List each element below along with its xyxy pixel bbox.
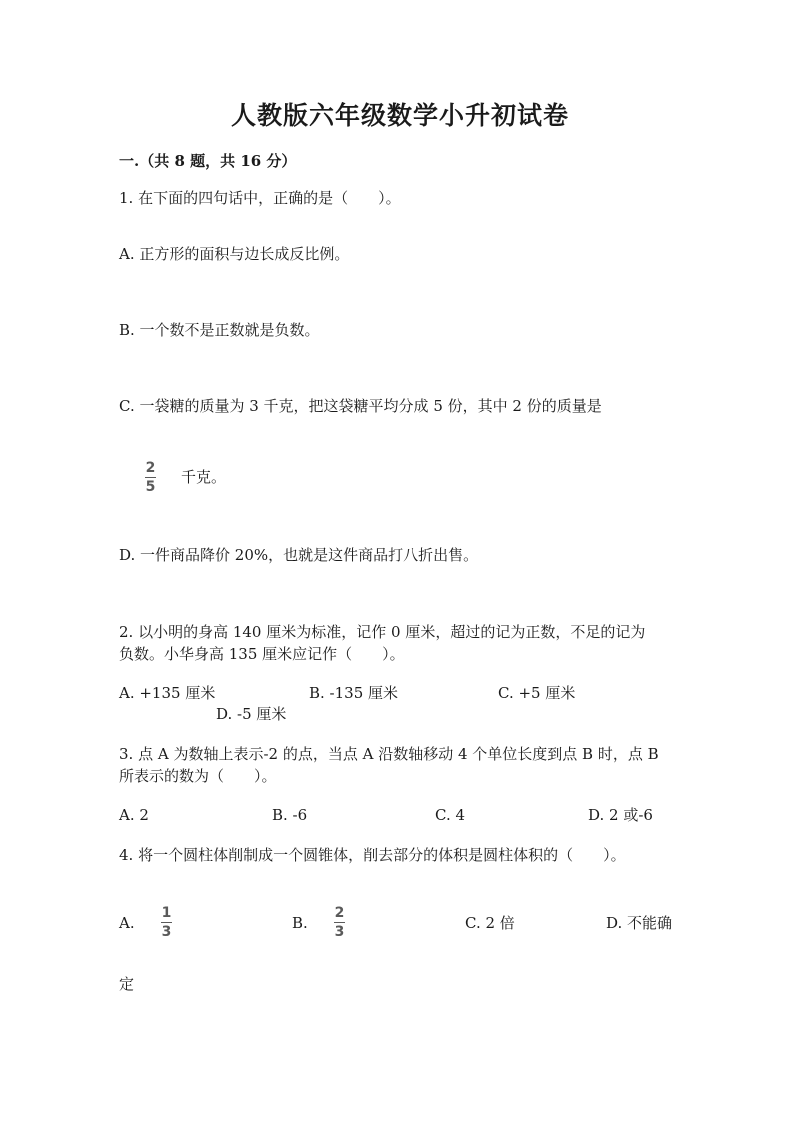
- section-header: 一.（共 8 题，共 16 分）: [119, 152, 297, 170]
- question-3-stem-line-2: 所表示的数为（ ）。: [119, 767, 277, 785]
- question-4-stem: 4. 将一个圆柱体削制成一个圆锥体，削去部分的体积是圆柱体积的（ ）。: [119, 846, 626, 864]
- fraction-denominator: 3: [334, 924, 345, 940]
- question-1-stem: 1. 在下面的四句话中，正确的是（ ）。: [119, 189, 401, 207]
- page-title: 人教版六年级数学小升初试卷: [230, 101, 569, 130]
- question-1-option-c-tail: 千克。: [181, 468, 227, 486]
- question-3-option-b: B. -6: [272, 806, 308, 824]
- question-2-option-a: A. +135 厘米: [119, 684, 216, 702]
- question-4-option-a-fraction: [161, 906, 172, 940]
- fraction-bar: [334, 922, 345, 923]
- question-4-option-d: D. 不能确: [606, 914, 673, 932]
- question-1-option-d: D. 一件商品降价 20%，也就是这件商品打八折出售。: [119, 546, 479, 564]
- question-4-option-b-fraction: [334, 906, 345, 940]
- question-3-option-d: D. 2 或-6: [588, 806, 653, 824]
- question-1-option-b: B. 一个数不是正数就是负数。: [119, 321, 320, 339]
- fraction-numerator: 2: [334, 905, 345, 921]
- fraction-numerator: 1: [161, 905, 172, 921]
- question-1-option-c: C. 一袋糖的质量为 3 千克，把这袋糖平均分成 5 份，其中 2 份的质量是: [119, 397, 602, 415]
- question-2-stem-line-1: 2. 以小明的身高 140 厘米为标准，记作 0 厘米，超过的记为正数，不足的记为: [119, 623, 646, 641]
- question-4-option-c: C. 2 倍: [465, 914, 515, 932]
- fraction-bar: [161, 922, 172, 923]
- fraction-numerator: 2: [145, 460, 156, 476]
- question-3-option-c: C. 4: [435, 806, 466, 824]
- question-4-option-d-wrap: 定: [119, 975, 135, 993]
- question-3-stem-line-1: 3. 点 A 为数轴上表示-2 的点，当点 A 沿数轴移动 4 个单位长度到点 B 时，点 B: [119, 745, 659, 763]
- fraction-bar: [145, 477, 156, 478]
- question-2-option-c: C. +5 厘米: [498, 684, 576, 702]
- question-2-option-b: B. -135 厘米: [309, 684, 399, 702]
- question-1-option-a: A. 正方形的面积与边长成反比例。: [119, 245, 350, 263]
- question-3-option-a: A. 2: [119, 806, 149, 824]
- question-2-option-d: D. -5 厘米: [216, 705, 287, 723]
- question-4-option-b: B.: [292, 914, 308, 932]
- question-2-stem-line-2: 负数。小华身高 135 厘米应记作（ ）。: [119, 645, 405, 663]
- question-4-option-a: A.: [119, 914, 135, 932]
- fraction-denominator: 3: [161, 924, 172, 940]
- question-1-option-c-fraction: [145, 461, 156, 495]
- fraction-denominator: 5: [145, 479, 156, 495]
